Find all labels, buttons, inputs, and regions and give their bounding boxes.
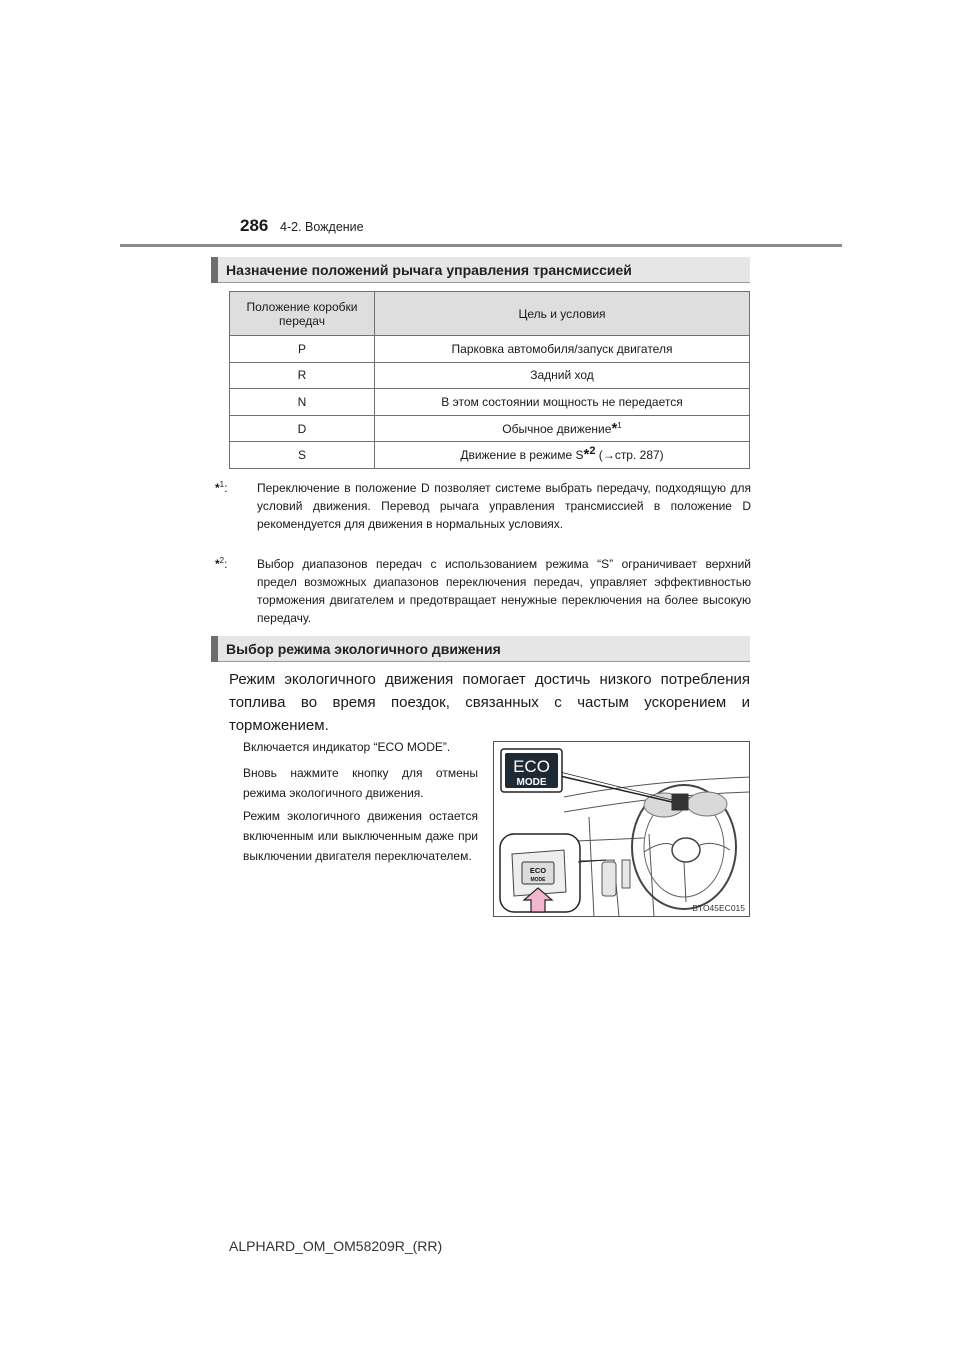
indicator-text-eco: ECO xyxy=(513,757,550,776)
footnote-star: * xyxy=(583,446,590,464)
chapter-title: 4-2. Вождение xyxy=(280,220,364,234)
footnote-marker: *$^1$: xyxy=(215,480,228,495)
gear-position: D xyxy=(230,415,375,442)
gear-position: R xyxy=(230,362,375,389)
list-item: Режим экологичного движения остается включенным или выключенным даже при выключении двигателя переключателем. xyxy=(243,809,478,863)
button-text-mode: MODE xyxy=(530,877,546,883)
column-header-position: Положение коробки передач xyxy=(230,292,375,336)
footnote-marker: *$^2$: xyxy=(215,556,228,571)
section-title: Выбор режима экологичного движения xyxy=(226,641,501,657)
footnote-ref: 1 xyxy=(617,420,622,430)
section-title: Назначение положений рычага управления трансмиссией xyxy=(226,262,632,278)
figure-code: BTO45EC015 xyxy=(692,903,745,913)
table-header-row xyxy=(230,292,750,336)
table-row xyxy=(230,415,750,442)
gear-description: Обычное движение xyxy=(502,421,612,436)
eco-mode-illustration xyxy=(493,741,750,917)
gear-description: Движение в режиме S xyxy=(460,448,584,463)
table-row xyxy=(230,362,750,389)
footnote-ref: 2 xyxy=(589,445,596,458)
indicator-text-mode: MODE xyxy=(516,777,547,788)
gear-position: N xyxy=(230,389,375,416)
gear-description: В этом состоянии мощность не передается xyxy=(375,389,750,416)
section-heading-transmission xyxy=(211,257,750,283)
arrow-icon: → xyxy=(602,448,615,463)
list-item: Включается индикатор “ECO MODE”. xyxy=(243,740,451,754)
footnote-star: * xyxy=(611,419,618,437)
gear-position: P xyxy=(230,336,375,363)
page-number: 286 xyxy=(240,216,269,235)
list-item: Вновь нажмите кнопку для отмены режима экологичного движения. xyxy=(243,766,478,800)
gear-description-cell: Движение в режиме S*$^2$ (→стр. 287) xyxy=(375,442,750,469)
footnote-2 xyxy=(215,555,751,627)
gear-position: S xyxy=(230,442,375,469)
document-id: ALPHARD_OM_OM58209R_(RR) xyxy=(229,1238,443,1254)
eco-paragraph: Режим экологичного движения помогает достичь низкого потребления топлива во время поездок, связанных с частым ускорением и торможением. xyxy=(229,671,750,734)
footnote-text: Переключение в положение D позволяет системе выбрать передачу, подходящую для условий движения. Перевод рычага управления трансмиссией в положение D рекомендуется для движения в нормальных условиях. xyxy=(257,481,751,531)
page-reference-link[interactable]: стр. 287 xyxy=(614,448,660,463)
footnote-1 xyxy=(215,479,751,533)
dashboard-drawing xyxy=(494,742,750,917)
gear-description: Парковка автомобиля/запуск двигателя xyxy=(375,336,750,363)
gear-description: Задний ход xyxy=(375,362,750,389)
heading-bar xyxy=(211,636,218,662)
gear-position-table xyxy=(229,291,750,469)
table-row xyxy=(230,336,750,363)
column-header-purpose: Цель и условия xyxy=(375,292,750,336)
heading-bar xyxy=(211,257,218,283)
gear-description-cell xyxy=(375,415,750,442)
button-text-eco: ECO xyxy=(529,866,547,875)
table-row xyxy=(230,442,750,469)
section-heading-eco xyxy=(211,636,750,662)
table-row xyxy=(230,389,750,416)
footnote-text: Выбор диапазонов передач с использованием режима “S” ограничивает верхний предел возможных диапазонов переключения передач, управляет эффективностью торможения двигателем и предотвращает ненужные переключения на более высокую передачу. xyxy=(257,557,751,625)
header-rule xyxy=(120,244,842,247)
